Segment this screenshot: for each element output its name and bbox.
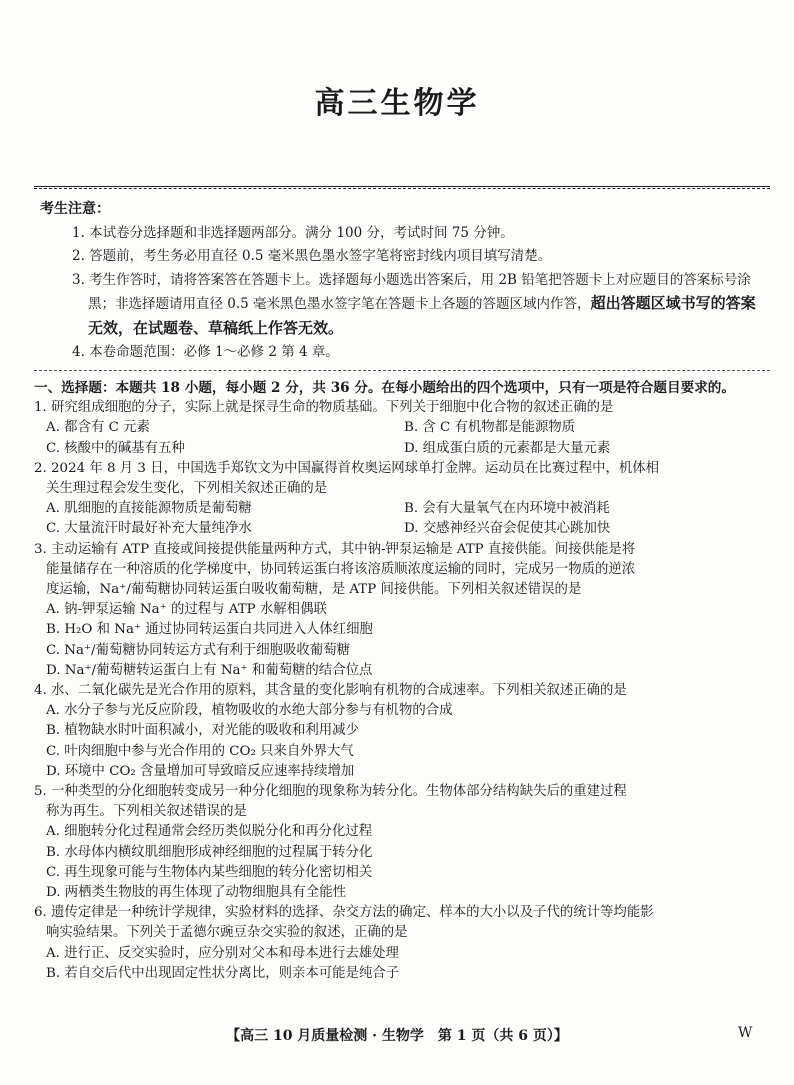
question-stem: 4. 水、二氧化碳先是光合作用的原料，其含量的变化影响有机物的合成速率。下列相关叙述正确的是	[34, 683, 627, 699]
question-5	[34, 782, 774, 903]
question-stem: 1. 研究组成细胞的分子，实际上就是探寻生命的物质基础。下列关于细胞中化合物的叙述正确的是	[34, 400, 614, 416]
option-c: C. 再生现象可能与生物体内某些细胞的转分化密切相关	[46, 864, 373, 880]
option-d: D. Na⁺/葡萄糖转运蛋白上有 Na⁺ 和葡萄糖的结合位点	[46, 662, 373, 678]
question-1	[34, 398, 774, 459]
question-stem: 3. 主动运输有 ATP 直接或间接提供能量两种方式，其中钠-钾泵运输是 ATP 直接供能。间接供能是将	[34, 541, 636, 557]
option-d: D. 组成蛋白质的元素都是大量元素	[404, 440, 611, 456]
divider-line	[34, 186, 770, 187]
option-c: C. 核酸中的碱基有五种	[46, 440, 185, 456]
question-6	[34, 903, 774, 984]
section-heading: 一、选择题：本题共 18 小题，每小题 2 分，共 36 分。在每小题给出的四个选项中，只有一项是符合题目要求的。	[34, 380, 735, 396]
section-divider	[34, 370, 770, 371]
question-stem-cont: 称为再生。下列相关叙述错误的是	[46, 804, 247, 820]
question-stem-cont: 度运输，Na⁺/葡萄糖协同转运蛋白吸收葡萄糖，是 ATP 间接供能。下列相关叙述错误的是	[46, 582, 582, 598]
option-b: B. 会有大量氧气在内环境中被消耗	[404, 501, 610, 517]
question-stem-cont: 关生理过程会发生变化，下列相关叙述正确的是	[46, 481, 328, 497]
question-stem: 6. 遗传定律是一种统计学规律，实验材料的选择、杂交方法的确定、样本的大小以及子代的统计等均能影	[34, 905, 654, 921]
option-d: D. 交感神经兴奋会促使其心跳加快	[404, 521, 611, 537]
question-stem-cont: 响实验结果。下列关于孟德尔豌豆杂交实验的叙述，正确的是	[46, 925, 408, 941]
question-stem: 5. 一种类型的分化细胞转变成另一种分化细胞的现象称为转分化。生物体部分结构缺失后的重建过程	[34, 784, 627, 800]
option-c: C. 叶肉细胞中参与光合作用的 CO₂ 只来自外界大气	[46, 743, 354, 759]
option-b: B. H₂O 和 Na⁺ 通过协同转运蛋白共同进入人体红细胞	[46, 622, 373, 638]
page-title: 高三生物学	[314, 86, 480, 121]
divider-dashed	[34, 188, 770, 189]
option-c: C. 大量流汗时最好补充大量纯净水	[46, 521, 252, 537]
option-c: C. Na⁺/葡萄糖协同转运方式有利于细胞吸收葡萄糖	[46, 642, 350, 658]
question-2	[34, 459, 774, 540]
notice-heading: 考生注意：	[40, 201, 110, 217]
option-a: A. 都含有 C 元素	[46, 420, 150, 436]
footer-mark: W	[738, 1025, 753, 1041]
page-footer: 【高三 10 月质量检测 · 生物学 第 1 页（共 6 页）】	[226, 1028, 568, 1044]
option-b: B. 若自交后代中出现固定性状分离比，则亲本可能是纯合子	[46, 965, 400, 981]
option-d: D. 两栖类生物肢的再生体现了动物细胞具有全能性	[46, 885, 346, 901]
question-stem: 2. 2024 年 8 月 3 日，中国选手郑钦文为中国赢得首枚奥运网球单打金牌。运动员在比赛过程中，机体相	[34, 460, 660, 476]
option-d: D. 环境中 CO₂ 含量增加可导致暗反应速率持续增加	[46, 763, 355, 779]
question-4	[34, 681, 774, 782]
option-a: A. 细胞转分化过程通常会经历类似脱分化和再分化过程	[46, 824, 373, 840]
notice-item-1: 1. 本试卷分选择题和非选择题两部分。满分 100 分，考试时间 75 分钟。	[72, 224, 514, 241]
question-stem-cont: 能量储存在一种溶质的化学梯度中，协同转运蛋白将该溶质顺浓度运输的同时，完成另一物质的逆浓	[46, 561, 636, 577]
question-body	[34, 378, 774, 984]
notice-item-3-emphasis: 超出答题区域书写的答案无效，在试题卷、草稿纸上作答无效。	[88, 294, 756, 337]
option-a: A. 肌细胞的直接能源物质是葡萄糖	[46, 501, 252, 517]
notice-item-4: 4. 本卷命题范围：必修 1～必修 2 第 4 章。	[72, 344, 339, 360]
notice-item-3-text: 3. 考生作答时，请将答案答在答题卡上。选择题每小题选出答案后，用 2B 铅笔把答题卡上对应题目的答案标号涂黑；非选择题请用直径 0.5 毫米黑色墨水签字笔在答题卡上各题的答题区域内作答，	[72, 271, 751, 312]
notice-block	[40, 198, 770, 365]
notice-item-3	[40, 269, 770, 342]
option-a: A. 水分子参与光反应阶段，植物吸收的水绝大部分参与有机物的合成	[46, 703, 453, 719]
option-a: A. 钠-钾泵运输 Na⁺ 的过程与 ATP 水解相偶联	[46, 602, 327, 618]
notice-item-2: 2. 答题前，考生务必用直径 0.5 毫米黑色墨水签字笔将密封线内项目填写清楚。	[72, 248, 552, 264]
option-b: B. 含 C 有机物都是能源物质	[404, 420, 576, 436]
question-3	[34, 540, 774, 681]
option-b: B. 水母体内横纹肌细胞形成神经细胞的过程属于转分化	[46, 844, 373, 860]
option-a: A. 进行正、反交实验时，应分别对父本和母本进行去雄处理	[46, 945, 399, 961]
option-b: B. 植物缺水时叶面积减小，对光能的吸收和利用减少	[46, 723, 359, 739]
